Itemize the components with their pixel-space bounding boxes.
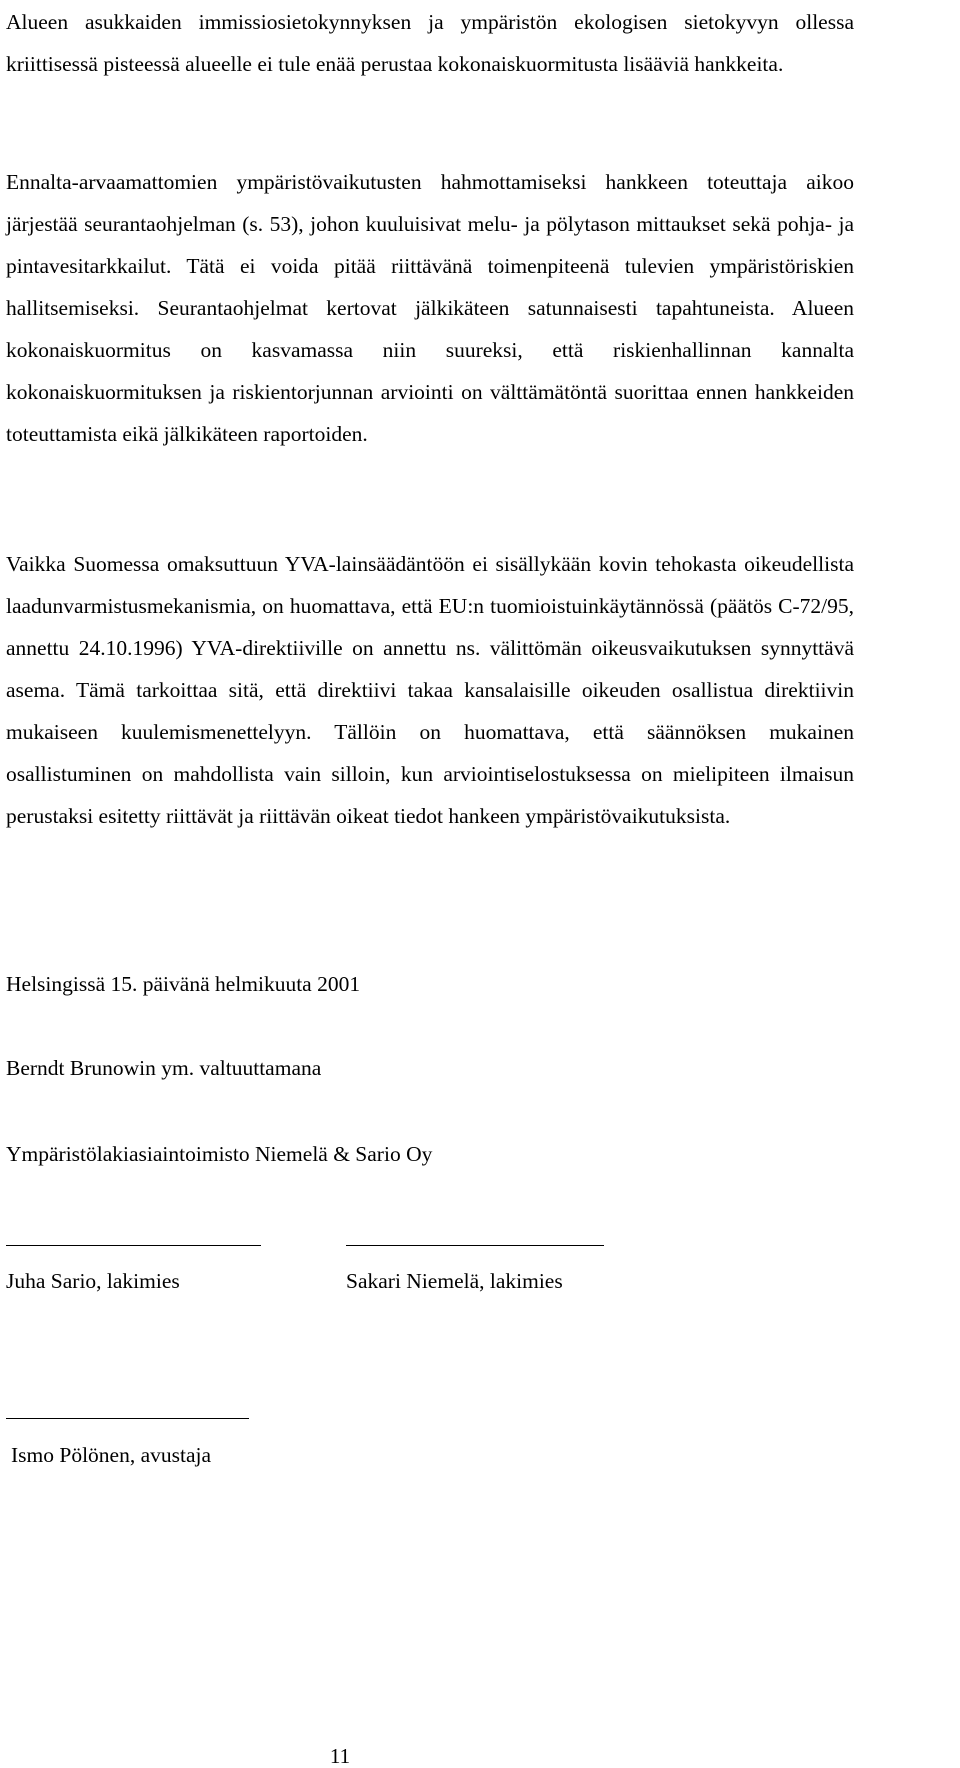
signatory-name-3: Ismo Pölönen, avustaja (11, 1443, 212, 1467)
page-number: 11 (329, 1744, 351, 1768)
signature-rule-3 (6, 1418, 249, 1419)
signature-rule-2 (346, 1245, 604, 1246)
signatory-name-2: Sakari Niemelä, lakimies (346, 1269, 563, 1293)
signatory-name-1: Juha Sario, lakimies (6, 1269, 180, 1293)
date-line: Helsingissä 15. päivänä helmikuuta 2001 (6, 972, 361, 996)
mandate-line: Berndt Brunowin ym. valtuuttamana (6, 1056, 322, 1080)
body-paragraph-2: Ennalta-arvaamattomien ympäristövaikutusten hahmottamiseksi hankkeen toteuttaja aikoo järjestää seurantaohjelman (s. 53), johon kuuluisivat melu- ja pölytason mittaukset sekä pohja- ja pintavesitarkkailut. Tätä ei voida pitää riittävänä toimenpiteenä tulevien ympäristöriskien hallitsemiseksi. Seurantaohjelmat kertovat jälkikäteen satunnaisesti tapahtuneista. Alueen kokonaiskuormitus on kasvamassa niin suureksi, että riskienhallinnan kannalta kokonaiskuormituksen ja riskientorjunnan arviointi on välttämätöntä suorittaa ennen hankkeiden toteuttamista eikä jälkikäteen raportoiden. (6, 170, 854, 446)
law-firm-name: Ympäristölakiasiaintoimisto Niemelä & Sario Oy (6, 1142, 433, 1166)
signature-rule-1 (6, 1245, 261, 1246)
body-paragraph-3: Vaikka Suomessa omaksuttuun YVA-lainsäädäntöön ei sisällykään kovin tehokasta oikeudellista laadunvarmistusmekanismia, on huomattava, että EU:n tuomioistuinkäytännössä (päätös C-72/95, annettu 24.10.1996) YVA-direktiiville on annettu ns. välittömän oikeusvaikutuksen synnyttävä asema. Tämä tarkoittaa sitä, että direktiivi takaa kansalaisille oikeuden osallistua direktiivin mukaiseen kuulemismenettelyyn. Tällöin on huomattava, että säännöksen mukainen osallistuminen on mahdollista vain silloin, kun arviointiselostuksessa on mielipiteen ilmaisun perustaksi esitetty riittävät ja riittävän oikeat tiedot hankeen ympäristövaikutuksista. (6, 552, 854, 828)
body-paragraph-1: Alueen asukkaiden immissiosietokynnyksen ja ympäristön ekologisen sietokyvyn ollessa kriittisessä pisteessä alueelle ei tule enää perustaa kokonaiskuormitusta lisääviä hankkeita. (6, 10, 854, 76)
